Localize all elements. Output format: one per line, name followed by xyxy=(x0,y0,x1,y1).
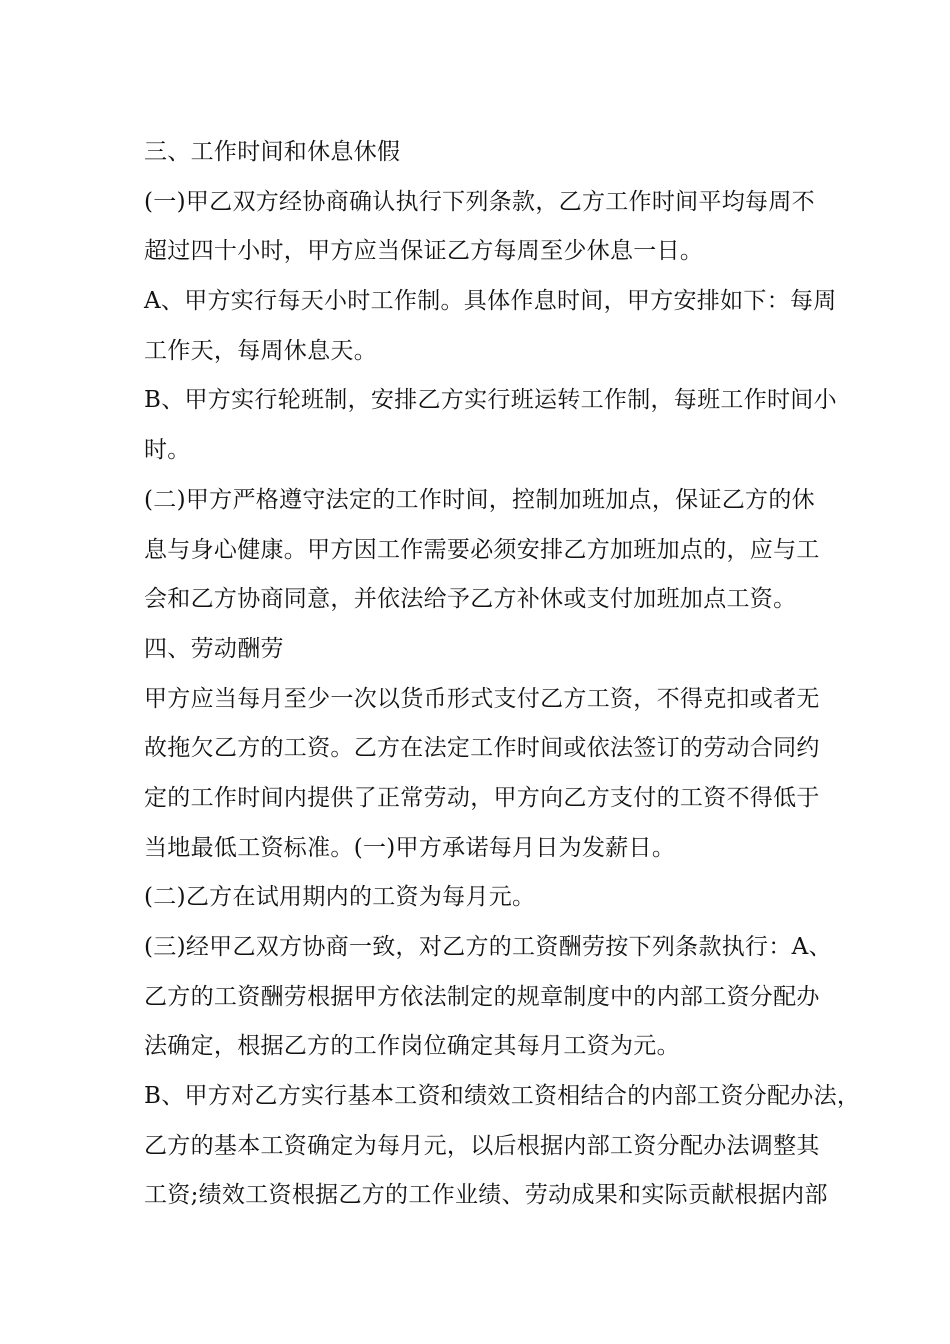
text-line: 会和乙方协商同意，并依法给予乙方补休或支付加班加点工资。 xyxy=(144,586,797,613)
text-line: 时。 xyxy=(144,437,191,464)
text-line: 定的工作时间内提供了正常劳动，甲方向乙方支付的工资不得低于 xyxy=(144,784,820,811)
text-line: 当地最低工资标准。(一)甲方承诺每月日为发薪日。 xyxy=(144,834,676,861)
text-line: 工作天，每周休息天。 xyxy=(144,337,377,364)
document-body xyxy=(144,128,861,1221)
text-line: B、甲方实行轮班制，安排乙方实行班运转工作制，每班工作时间小 xyxy=(144,387,837,414)
text-line: 乙方的基本工资确定为每月元，以后根据内部工资分配办法调整其 xyxy=(144,1132,820,1159)
text-line: 甲方应当每月至少一次以货币形式支付乙方工资，不得克扣或者无 xyxy=(144,685,820,712)
text-line: 故拖欠乙方的工资。乙方在法定工作时间或依法签订的劳动合同约 xyxy=(144,735,820,762)
text-line: 乙方的工资酬劳根据甲方依法制定的规章制度中的内部工资分配办 xyxy=(144,983,820,1010)
text-line: B、甲方对乙方实行基本工资和绩效工资相结合的内部工资分配办法， xyxy=(144,1083,861,1110)
text-line: (二)乙方在试用期内的工资为每月元。 xyxy=(144,884,536,911)
section-heading-remuneration: 四、劳动酬劳 xyxy=(144,635,284,662)
text-line: (一)甲乙双方经协商确认执行下列条款，乙方工作时间平均每周不 xyxy=(144,188,815,215)
section-heading-work-hours: 三、工作时间和休息休假 xyxy=(144,139,401,165)
text-line: 法确定，根据乙方的工作岗位确定其每月工资为元。 xyxy=(144,1033,680,1060)
text-line: (三)经甲乙双方协商一致，对乙方的工资酬劳按下列条款执行：A、 xyxy=(144,934,832,960)
text-line: A、甲方实行每天小时工作制。具体作息时间，甲方安排如下：每周 xyxy=(144,288,837,315)
text-line: 超过四十小时，甲方应当保证乙方每周至少休息一日。 xyxy=(144,238,704,265)
text-line: 息与身心健康。甲方因工作需要必须安排乙方加班加点的，应与工 xyxy=(144,536,820,563)
text-line: (二)甲方严格遵守法定的工作时间，控制加班加点，保证乙方的休 xyxy=(144,486,815,513)
text-line: 工资;绩效工资根据乙方的工作业绩、劳动成果和实际贡献根据内部 xyxy=(144,1182,828,1209)
